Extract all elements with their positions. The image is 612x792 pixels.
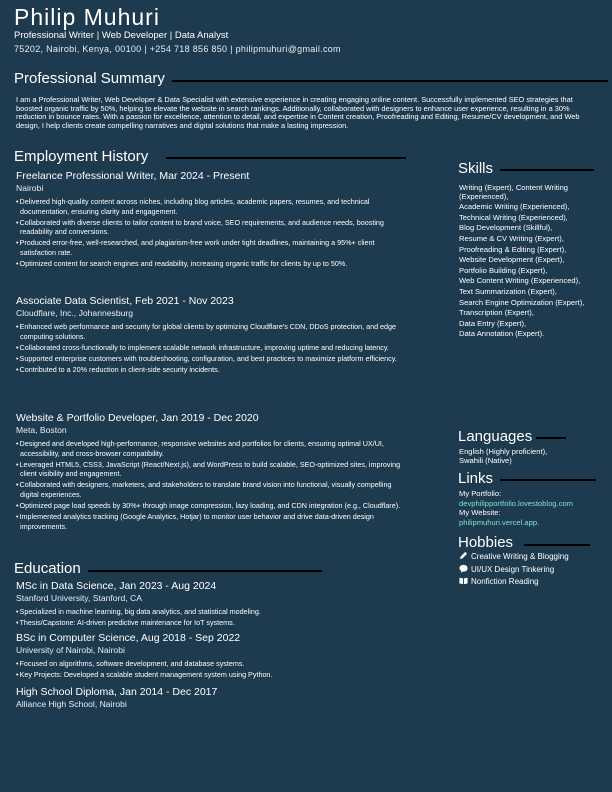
hobbies-heading: Hobbies (458, 534, 514, 551)
job-bullet: • Delivered high-quality content across niches, including blog articles, academic papers, resumes, and technical documentation, ensuring clarity and engagement. (16, 197, 408, 216)
skill-item: Portfolio Building (Expert), (459, 265, 548, 275)
job-org: Nairobi (16, 183, 44, 193)
job-bullet: • Leveraged HTML5, CSS3, JavaScript (React/Next.js), and WordPress to build scalable, SEO-optimized sites, improving client visibility and engagement. (16, 460, 408, 479)
skill-item: Resume & CV Writing (Expert), (459, 233, 564, 243)
education-org: Stanford University, Stanford, CA (16, 593, 142, 603)
portfolio-link[interactable]: devphilipportfolio.lovestoblog.com (459, 498, 573, 508)
skill-item: Writing (Expert), Content Writing (Experienced), (459, 183, 569, 201)
education-3 (16, 686, 408, 710)
book-icon (459, 576, 468, 589)
job-title: Associate Data Scientist, Feb 2021 - Nov 2023 (16, 295, 234, 307)
education-org: University of Nairobi, Nairobi (16, 645, 125, 655)
education-bullet: • Thesis/Capstone: AI-driven predictive maintenance for IoT systems. (16, 618, 408, 628)
hobby-item (459, 576, 604, 589)
language-item: Swahili (Native) (459, 455, 512, 465)
skill-item: Proofreading & Editing (Expert), (459, 244, 567, 254)
hobby-label: UI/UX Design Tinkering (471, 564, 555, 574)
summary-rule (172, 80, 608, 82)
hobbies-list (459, 551, 604, 589)
job-1 (16, 170, 408, 270)
job-bullet: • Enhanced web performance and security for global clients by optimizing Cloudflare's CDN, DDoS protection, and edge computing solutions. (16, 322, 408, 341)
skills-rule (500, 169, 594, 171)
chat-bubble-icon (459, 564, 468, 577)
job-org: Cloudflare, Inc., Johannesburg (16, 308, 134, 318)
employment-rule (166, 157, 406, 159)
hobby-item (459, 564, 604, 577)
education-1 (16, 580, 408, 629)
job-title: Freelance Professional Writer, Mar 2024 - Present (16, 170, 250, 182)
skill-item: Blog Development (Skillful), (459, 223, 553, 233)
hobby-label: Nonfiction Reading (471, 577, 539, 586)
hobby-item (459, 551, 604, 564)
education-heading: Education (14, 560, 81, 577)
education-2 (16, 632, 408, 681)
language-item: English (Highly proficient), (459, 447, 548, 456)
education-title: High School Diploma, Jan 2014 - Dec 2017 (16, 686, 218, 698)
job-title: Website & Portfolio Developer, Jan 2019 - Dec 2020 (16, 412, 259, 424)
name: Philip Muhuri (14, 4, 160, 30)
skill-item: Text Summarization (Expert), (459, 286, 557, 296)
languages-list (459, 448, 599, 467)
education-org: Alliance High School, Nairobi (16, 699, 127, 709)
contact-line: 75202, Nairobi, Kenya, 00100 | +254 718 856 850 | philipmuhuri@gmail.com (14, 44, 341, 54)
job-3 (16, 412, 408, 533)
skills-list (459, 184, 597, 341)
languages-rule (536, 437, 566, 439)
job-bullet: • Collaborated with diverse clients to tailor content to brand voice, SEO requirements, and audience needs, boosting readability and conversions. (16, 218, 408, 237)
education-title: BSc in Computer Science, Aug 2018 - Sep 2022 (16, 632, 241, 644)
skill-item: Technical Writing (Experienced), (459, 212, 568, 222)
pen-icon (459, 551, 468, 564)
job-bullet: • Designed and developed high-performance, responsive websites and portfolios for clients, ensuring optimal UX/UI, accessibility, and cross-browser compatibility. (16, 439, 408, 458)
skill-item: Transcription (Expert), (459, 308, 534, 318)
skill-item: Academic Writing (Experienced), (459, 202, 570, 212)
job-bullet: • Optimized page load speeds by 30%+ through image compression, lazy loading, and CDN integration (e.g., Cloudflare). (16, 501, 408, 511)
job-org: Meta, Boston (16, 425, 67, 435)
portfolio-label: My Portfolio: (459, 489, 502, 498)
job-bullet: • Implemented analytics tracking (Google Analytics, Hotjar) to monitor user behavior and drive data-driven design improvements. (16, 512, 408, 531)
skill-item: Search Engine Optimization (Expert), (459, 297, 585, 307)
job-bullet: • Contributed to a 20% reduction in client-side security incidents. (16, 365, 408, 375)
employment-heading: Employment History (14, 148, 149, 165)
website-link[interactable]: philipmuhuri.vercel.app. (459, 517, 540, 527)
education-title: MSc in Data Science, Jan 2023 - Aug 2024 (16, 580, 217, 592)
job-bullet: • Optimized content for search engines and readability, increasing organic traffic for clients by up to 50%. (16, 259, 408, 269)
job-2 (16, 295, 408, 376)
subtitle: Professional Writer | Web Developer | Data Analyst (14, 30, 229, 41)
summary-text: I am a Professional Writer, Web Developer & Data Specialist with extensive experience in creating engaging online content. Successfully implemented SEO strategies that boosted organic traffic by 50%, helping to elevate the website in search rankings. Additionally, collaborated with designers to enhance user experience, resulting in a 30% reduction in bounce rates. With a passion for excellence, attention to detail, and expertise in Content creation, Proofreading and Editing, Resume/CV development, and Web design, I help clients create compelling narratives and digital solutions that make a lasting impression. (16, 95, 580, 130)
skill-item: Data Annotation (Expert). (459, 329, 545, 339)
job-bullet: • Collaborated cross-functionally to implement scalable network infrastructure, improving uptime and reducing latency. (16, 343, 408, 353)
languages-heading: Languages (458, 428, 533, 445)
skill-item: Website Development (Expert), (459, 255, 565, 265)
education-bullet: • Specialized in machine learning, big data analytics, and statistical modeling. (16, 607, 408, 617)
skill-item: Data Entry (Expert), (459, 318, 527, 328)
job-bullet: • Produced error-free, well-researched, and plagiarism-free work under tight deadlines, maintaining a 95%+ client satisfaction rate. (16, 238, 408, 257)
hobbies-rule (524, 544, 590, 546)
summary-heading: Professional Summary (14, 70, 165, 87)
links-heading: Links (458, 470, 494, 487)
job-bullet: • Supported enterprise customers with troubleshooting, configuration, and best practices to maximize platform efficiency. (16, 354, 408, 364)
education-rule (88, 570, 322, 572)
skill-item: Web Content Writing (Experienced), (459, 276, 581, 286)
hobby-label: Creative Writing & Blogging (471, 552, 569, 561)
skills-heading: Skills (458, 160, 494, 177)
website-label: My Website: (459, 508, 501, 518)
job-bullet: • Collaborated with designers, marketers, and stakeholders to translate brand vision into functional, visually compelling digital experiences. (16, 480, 408, 499)
links-list (459, 490, 604, 529)
education-bullet: • Focused on algorithms, software development, and database systems. (16, 659, 408, 669)
links-rule (500, 479, 596, 481)
education-bullet: • Key Projects: Developed a scalable student management system using Python. (16, 670, 408, 680)
